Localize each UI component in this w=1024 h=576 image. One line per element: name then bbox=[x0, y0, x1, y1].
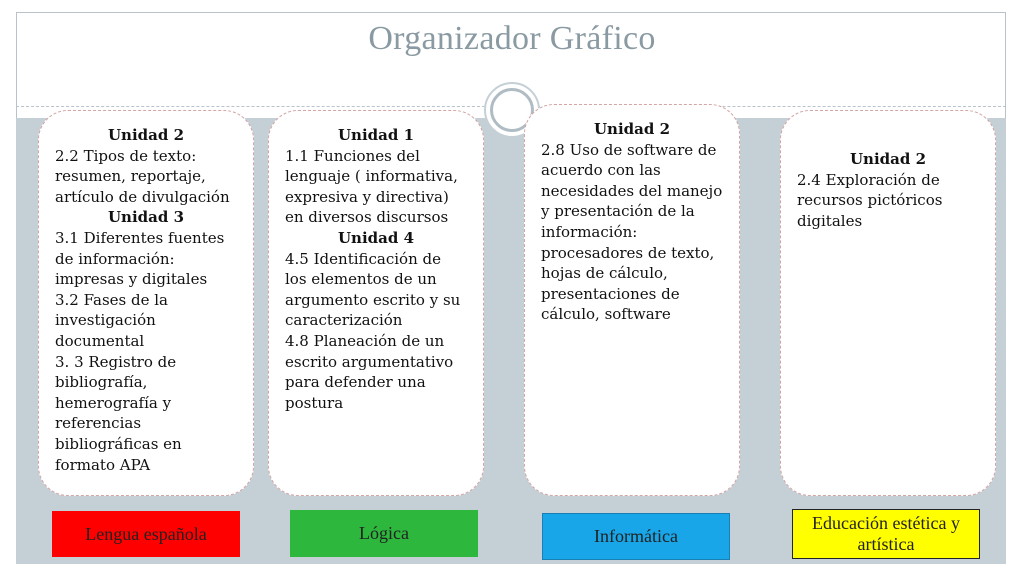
card-logica bbox=[268, 110, 484, 496]
label-informatica: Informática bbox=[542, 513, 730, 560]
card-heading: Unidad 3 bbox=[107, 208, 185, 227]
card-text: 4.8 Planeación de un escrito argumentativo para defender una postura bbox=[285, 331, 454, 412]
card-text: 1.1 Funciones del lenguaje ( informativa, expresiva y directiva) en diversos discursos bbox=[285, 146, 458, 227]
label-lengua-espanola: Lengua española bbox=[52, 511, 240, 557]
card-educacion-artistica bbox=[780, 110, 996, 496]
card-heading: Unidad 2 bbox=[107, 126, 185, 144]
card-heading: Unidad 2 bbox=[593, 120, 671, 138]
card-text: 4.5 Identificación de los elementos de un argumento escrito y su caracterización bbox=[285, 249, 461, 330]
card-informatica bbox=[524, 104, 740, 496]
label-educacion-estetica: Educación estética y artística bbox=[792, 509, 980, 559]
card-heading: Unidad 2 bbox=[849, 150, 927, 168]
card-heading: Unidad 4 bbox=[337, 228, 415, 247]
card-text: 3. 3 Registro de bibliografía, hemerografía y referencias bibliográficas en formato APA bbox=[55, 352, 182, 474]
card-text: 2.4 Exploración de recursos pictóricos digitales bbox=[797, 170, 943, 230]
label-logica: Lógica bbox=[290, 510, 478, 557]
card-text: 3.2 Fases de la investigación documental bbox=[55, 290, 168, 350]
card-text: 3.1 Diferentes fuentes de información: impresas y digitales bbox=[55, 228, 225, 289]
card-lengua bbox=[38, 110, 254, 496]
card-text: 2.8 Uso de software de acuerdo con las necesidades del manejo y presentación de la información: procesadores de texto, hojas de cálculo, presentaciones de cálculo, software bbox=[541, 140, 723, 324]
slide-title: Organizador Gráfico bbox=[368, 20, 656, 57]
card-heading: Unidad 1 bbox=[337, 126, 415, 144]
card-text: 2.2 Tipos de texto: resumen, reportaje, artículo de divulgación bbox=[55, 146, 230, 206]
